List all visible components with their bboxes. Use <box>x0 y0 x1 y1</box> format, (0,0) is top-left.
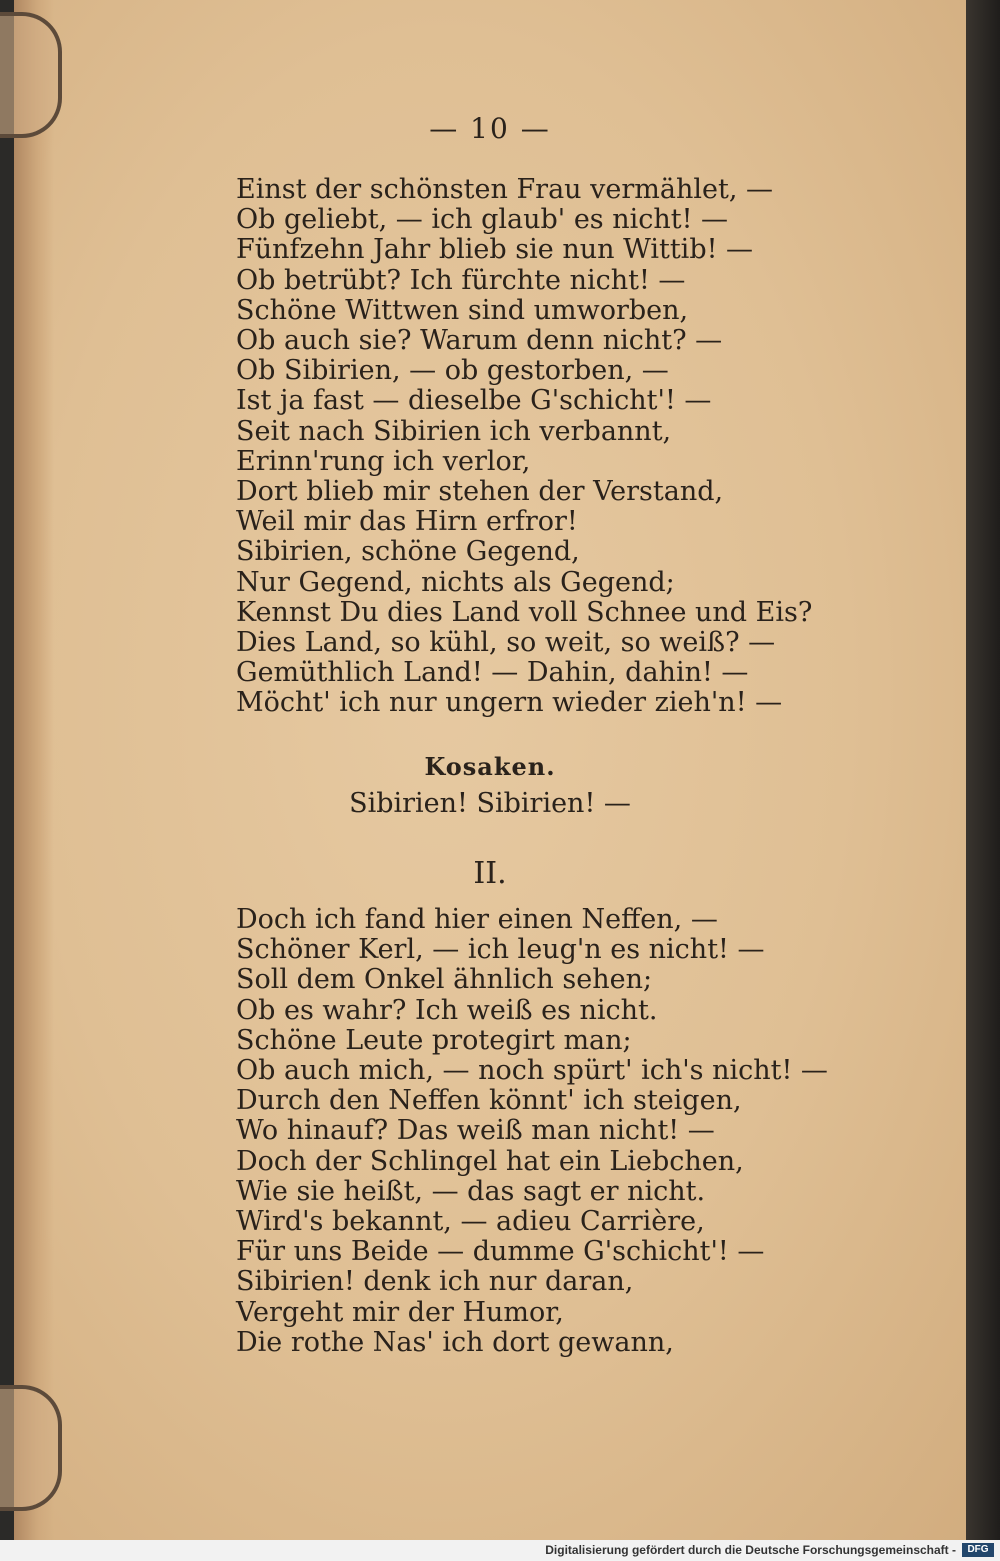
verse-line: Seit nach Sibirien ich verbannt, <box>236 415 672 447</box>
verse-line: Ob betrübt? Ich fürchte nicht! — <box>236 264 686 296</box>
verse-line: Wo hinauf? Das weiß man nicht! — <box>236 1115 715 1147</box>
verse-line: Soll dem Onkel ähnlich sehen; <box>236 964 653 996</box>
chorus-line: Sibirien! Sibirien! — <box>349 788 631 819</box>
verse-line: Erinn'rung ich verlor, <box>236 445 531 477</box>
book-edge <box>966 0 1000 1540</box>
verse-line: Ob Sibirien, — ob gestorben, — <box>236 355 669 387</box>
verse-line: Nur Gegend, nichts als Gegend; <box>236 566 675 598</box>
dfg-logo: DFG <box>962 1543 994 1557</box>
verse-line: Wird's bekannt, — adieu Carrière, <box>236 1206 705 1238</box>
verse-line: Fünfzehn Jahr blieb sie nun Wittib! — <box>236 234 754 266</box>
binding-clip-top <box>0 12 62 138</box>
binding-clip-bottom <box>0 1385 62 1511</box>
verse-line: Schöner Kerl, — ich leug'n es nicht! — <box>236 934 765 966</box>
verse-line: Dies Land, so kühl, so weit, so weiß? — <box>236 627 776 659</box>
verse-stanza-1 <box>236 175 812 719</box>
book-page <box>14 0 968 1540</box>
verse-line: Möcht' ich nur ungern wieder zieh'n! — <box>236 687 783 719</box>
verse-line: Für uns Beide — dumme G'schicht'! — <box>236 1236 765 1268</box>
verse-line: Einst der schönsten Frau vermählet, — <box>236 174 774 205</box>
verse-stanza-2 <box>236 905 828 1358</box>
verse-line: Wie sie heißt, — das sagt er nicht. <box>236 1175 706 1207</box>
speaker-label: Kosaken. <box>424 752 556 781</box>
verse-line: Ob geliebt, — ich glaub' es nicht! — <box>236 204 729 236</box>
verse-line: Ob auch sie? Warum denn nicht? — <box>236 325 723 357</box>
verse-line: Sibirien! denk ich nur daran, <box>236 1266 634 1298</box>
verse-line: Ob auch mich, — noch spürt' ich's nicht! — <box>236 1055 828 1087</box>
verse-line: Schöne Wittwen sind umworben, <box>236 294 689 326</box>
digitization-footer <box>0 1540 1000 1561</box>
verse-line: Ist ja fast — dieselbe G'schicht'! — <box>236 385 712 417</box>
verse-line: Doch ich fand hier einen Neffen, — <box>236 904 718 935</box>
verse-line: Die rothe Nas' ich dort gewann, <box>236 1326 674 1358</box>
verse-line: Vergeht mir der Humor, <box>236 1296 564 1328</box>
section-heading: II. <box>473 856 507 891</box>
verse-line: Schöne Leute protegirt man; <box>236 1024 632 1056</box>
verse-line: Kennst Du dies Land voll Schnee und Eis? <box>236 596 813 628</box>
verse-line: Dort blieb mir stehen der Verstand, <box>236 476 724 508</box>
verse-line: Doch der Schlingel hat ein Liebchen, <box>236 1145 744 1177</box>
verse-line: Gemüthlich Land! — Dahin, dahin! — <box>236 657 749 689</box>
verse-line: Durch den Neffen könnt' ich steigen, <box>236 1085 742 1117</box>
verse-line: Weil mir das Hirn erfror! <box>236 506 578 538</box>
verse-line: Sibirien, schöne Gegend, <box>236 536 580 568</box>
verse-line: Ob es wahr? Ich weiß es nicht. <box>236 994 658 1026</box>
page-number: — 10 — <box>429 112 551 145</box>
funding-credit: Digitalisierung gefördert durch die Deutsche Forschungsgemeinschaft - <box>545 1543 956 1557</box>
